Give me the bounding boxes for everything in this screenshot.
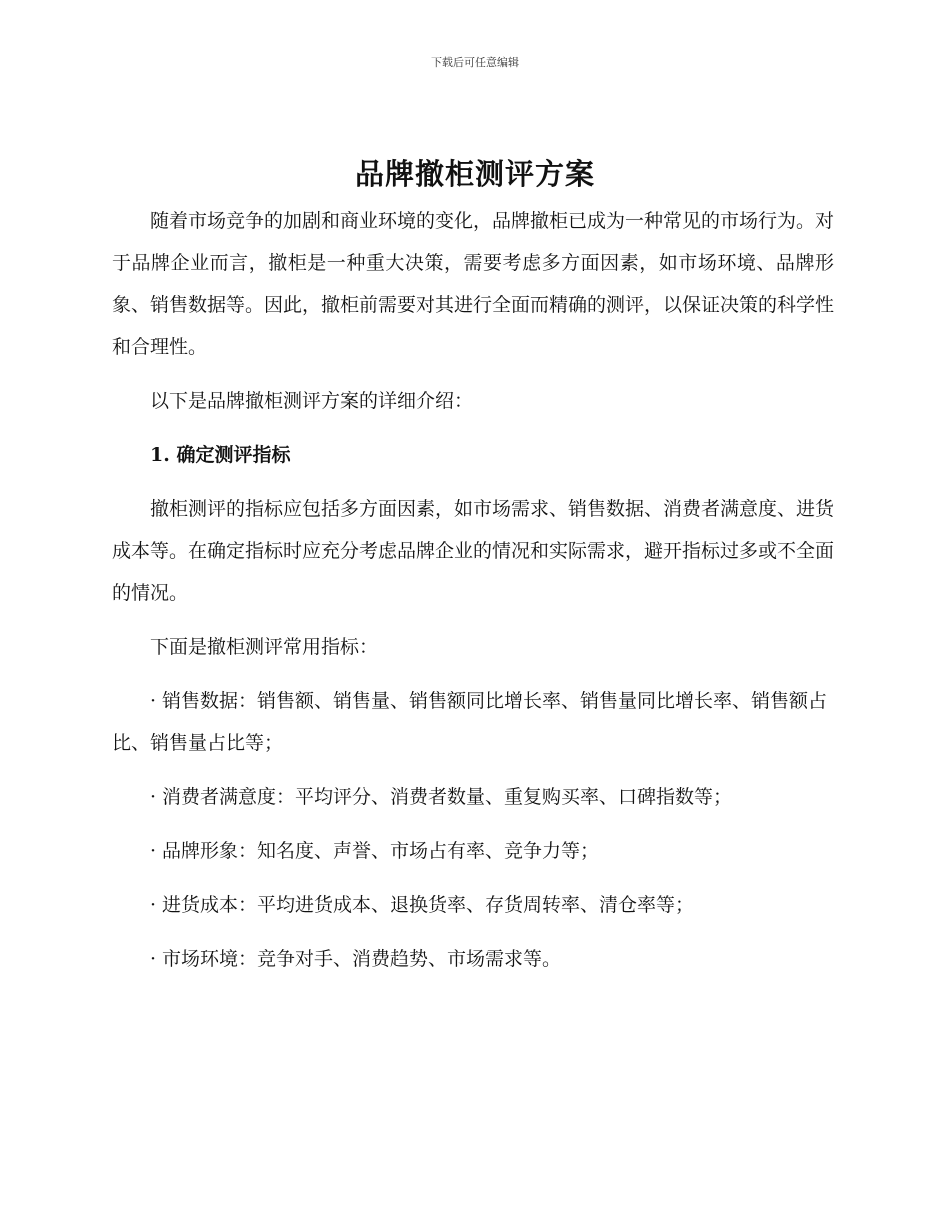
- list-item-text: 进货成本：平均进货成本、退换货率、存货周转率、清仓率等；: [162, 894, 695, 916]
- list-item-text: 消费者满意度：平均评分、消费者数量、重复购买率、口碑指数等；: [162, 786, 733, 808]
- list-item-text: 市场环境：竞争对手、消费趋势、市场需求等。: [162, 948, 562, 970]
- lead-paragraph: 以下是品牌撤柜测评方案的详细介绍：: [150, 390, 474, 412]
- bullet-icon: ·: [150, 840, 157, 862]
- list-item: [112, 884, 834, 926]
- header-note: 下载后可任意编辑: [431, 56, 519, 69]
- list-item-text: 品牌形象：知名度、声誉、市场占有率、竞争力等；: [162, 840, 600, 862]
- bullet-icon: ·: [150, 894, 157, 916]
- list-item: [112, 938, 834, 980]
- document-body: [112, 200, 834, 992]
- list-item: [112, 830, 834, 872]
- section-paragraph: 撤柜测评的指标应包括多方面因素，如市场需求、销售数据、消费者满意度、进货成本等。在确定指标时应充分考虑品牌企业的情况和实际需求，避开指标过多或不全面的情况。: [112, 498, 835, 604]
- section-heading: 1. 确定测评指标: [150, 444, 291, 466]
- list-item-text: 销售数据：销售额、销售量、销售额同比增长率、销售量同比增长率、销售额占比、销售量占比等；: [112, 690, 828, 754]
- bullet-icon: ·: [150, 690, 157, 712]
- bullet-icon: ·: [150, 948, 157, 970]
- document-title: 品牌撤柜测评方案: [354, 157, 595, 191]
- bullet-icon: ·: [150, 786, 157, 808]
- intro-paragraph: 随着市场竞争的加剧和商业环境的变化，品牌撤柜已成为一种常见的市场行为。对于品牌企业而言，撤柜是一种重大决策，需要考虑多方面因素，如市场环境、品牌形象、销售数据等。因此，撤柜前需要对其进行全面而精确的测评，以保证决策的科学性和合理性。: [112, 210, 835, 358]
- list-item: [112, 776, 834, 818]
- list-intro: 下面是撤柜测评常用指标：: [150, 636, 379, 658]
- list-item: [112, 680, 834, 764]
